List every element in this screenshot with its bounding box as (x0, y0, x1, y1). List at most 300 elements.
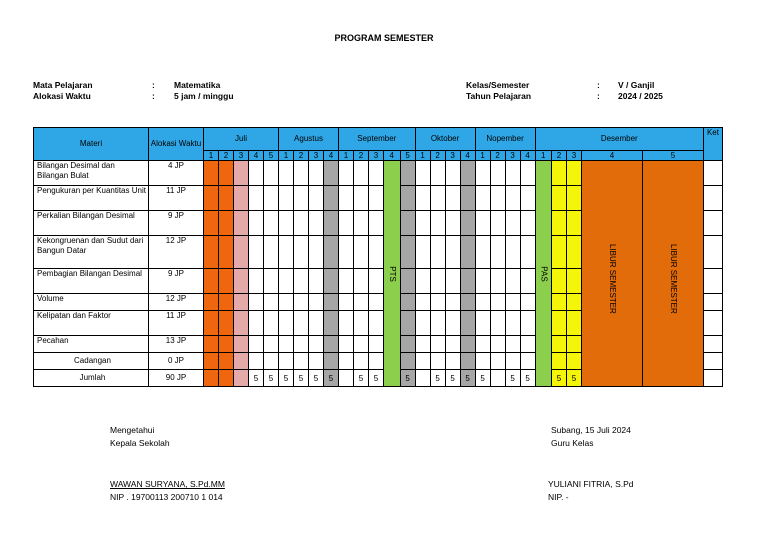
week-cell (264, 294, 279, 311)
materi-cell: Kekongruenan dan Sudut dari Bangun Datar (34, 236, 149, 269)
week-cell (400, 353, 415, 370)
week-cell (204, 336, 219, 353)
tahun-value: 2024 / 2025 (618, 91, 663, 101)
week-cell (369, 236, 384, 269)
colon: : (597, 91, 600, 101)
week-number: 2 (430, 151, 445, 161)
mengetahui-text: Mengetahui (110, 425, 155, 435)
header-row-months (34, 128, 723, 151)
week-cell (219, 211, 234, 236)
week-cell (204, 236, 219, 269)
week-cell (264, 211, 279, 236)
alokasi-cell: 12 JP (149, 294, 204, 311)
jumlah-week-cell: 5 (264, 370, 279, 387)
week-cell (460, 269, 475, 294)
week-cell (475, 161, 490, 186)
week-cell (279, 211, 294, 236)
week-cell (339, 311, 354, 336)
libur-semester-label: LIBUR SEMESTER (668, 243, 678, 314)
week-cell (279, 353, 294, 370)
week-cell (475, 311, 490, 336)
kepala-sekolah-name: WAWAN SURYANA, S.Pd.MM (110, 479, 225, 489)
page-title: PROGRAM SEMESTER (334, 33, 434, 43)
week-cell (324, 336, 339, 353)
week-cell (475, 211, 490, 236)
week-cell (430, 269, 445, 294)
ket-cell (703, 311, 722, 336)
week-cell (551, 161, 566, 186)
week-cell (219, 311, 234, 336)
semester-table (33, 127, 723, 387)
week-cell (354, 211, 369, 236)
materi-cell: Pecahan (34, 336, 149, 353)
week-cell (324, 186, 339, 211)
week-cell (551, 211, 566, 236)
jumlah-week-cell: 5 (460, 370, 475, 387)
week-cell (264, 311, 279, 336)
week-cell (430, 353, 445, 370)
week-cell (369, 353, 384, 370)
week-cell (324, 236, 339, 269)
kepala-sekolah-text: Kepala Sekolah (110, 438, 170, 448)
week-number: 1 (535, 151, 551, 161)
pas-label: PAS (539, 265, 549, 282)
week-cell (264, 186, 279, 211)
week-cell (324, 311, 339, 336)
header-month: Desember (535, 128, 703, 151)
guru-kelas-nip: NIP. - (548, 492, 569, 502)
week-number: 1 (279, 151, 294, 161)
week-cell (430, 211, 445, 236)
tanggal-text: Subang, 15 Juli 2024 (551, 425, 631, 435)
week-cell (264, 161, 279, 186)
ket-cell (703, 294, 722, 311)
merged-period-cell (581, 161, 642, 387)
week-cell (249, 336, 264, 353)
week-number: 3 (505, 151, 520, 161)
week-number: 1 (415, 151, 430, 161)
week-cell (415, 353, 430, 370)
pts-label: PTS (387, 265, 397, 282)
week-cell (415, 336, 430, 353)
week-cell (324, 294, 339, 311)
week-cell (505, 311, 520, 336)
week-cell (219, 186, 234, 211)
week-cell (460, 161, 475, 186)
jumlah-week-cell: 5 (279, 370, 294, 387)
week-number: 4 (384, 151, 401, 161)
week-cell (520, 161, 535, 186)
jumlah-week-cell: 5 (445, 370, 460, 387)
week-cell (354, 311, 369, 336)
week-cell (249, 161, 264, 186)
alokasi-cell: 4 JP (149, 161, 204, 186)
week-cell (204, 294, 219, 311)
week-cell (460, 353, 475, 370)
materi-cell: Kelipatan dan Faktor (34, 311, 149, 336)
week-cell (204, 311, 219, 336)
week-cell (234, 294, 249, 311)
week-cell (505, 161, 520, 186)
week-cell (309, 294, 324, 311)
week-cell (264, 336, 279, 353)
tahun-label: Tahun Pelajaran (466, 91, 532, 101)
week-cell (324, 353, 339, 370)
week-cell (415, 236, 430, 269)
week-cell (309, 186, 324, 211)
week-cell (445, 294, 460, 311)
week-cell (490, 336, 505, 353)
week-cell (339, 236, 354, 269)
jumlah-week-cell (219, 370, 234, 387)
week-cell (234, 211, 249, 236)
info-right-colons (597, 80, 600, 102)
week-cell (324, 161, 339, 186)
week-cell (415, 161, 430, 186)
week-cell (415, 269, 430, 294)
jumlah-week-cell: 5 (520, 370, 535, 387)
jumlah-alokasi: 90 JP (149, 370, 204, 387)
week-number: 1 (339, 151, 354, 161)
week-cell (400, 211, 415, 236)
ket-cell (703, 353, 722, 370)
week-cell (339, 336, 354, 353)
week-cell (204, 211, 219, 236)
info-right-values (618, 80, 663, 102)
jumlah-week-cell (339, 370, 354, 387)
week-cell (279, 294, 294, 311)
week-cell (234, 336, 249, 353)
week-cell (505, 269, 520, 294)
week-cell (430, 336, 445, 353)
week-cell (475, 353, 490, 370)
week-cell (415, 294, 430, 311)
week-cell (505, 236, 520, 269)
week-cell (415, 186, 430, 211)
week-cell (279, 161, 294, 186)
week-cell (505, 186, 520, 211)
week-cell (475, 236, 490, 269)
week-cell (490, 161, 505, 186)
week-cell (294, 353, 309, 370)
week-cell (249, 236, 264, 269)
week-cell (551, 336, 566, 353)
info-left-colons (152, 80, 155, 102)
alokasi-cell: 0 JP (149, 353, 204, 370)
week-number: 4 (324, 151, 339, 161)
week-cell (430, 186, 445, 211)
week-cell (551, 186, 566, 211)
alokasi-value: 5 jam / minggu (174, 91, 234, 101)
header-month: Nopember (475, 128, 535, 151)
week-cell (369, 211, 384, 236)
week-number: 2 (551, 151, 566, 161)
week-cell (430, 294, 445, 311)
week-cell (309, 269, 324, 294)
week-cell (219, 336, 234, 353)
week-cell (551, 236, 566, 269)
week-cell (309, 236, 324, 269)
week-cell (520, 269, 535, 294)
alokasi-cell: 11 JP (149, 186, 204, 211)
week-cell (430, 236, 445, 269)
week-number: 3 (566, 151, 581, 161)
kepala-sekolah-nip: NIP . 19700113 200710 1 014 (110, 492, 223, 502)
week-number: 4 (249, 151, 264, 161)
week-cell (279, 336, 294, 353)
merged-period-cell (642, 161, 703, 387)
week-cell (369, 311, 384, 336)
jumlah-week-cell (234, 370, 249, 387)
week-cell (475, 336, 490, 353)
week-cell (520, 311, 535, 336)
week-cell (294, 269, 309, 294)
week-cell (445, 211, 460, 236)
week-cell (219, 161, 234, 186)
header-month: Juli (204, 128, 279, 151)
week-cell (249, 269, 264, 294)
week-cell (415, 211, 430, 236)
week-number: 5 (642, 151, 703, 161)
week-cell (264, 236, 279, 269)
week-cell (445, 236, 460, 269)
week-cell (490, 353, 505, 370)
week-cell (490, 269, 505, 294)
week-cell (249, 353, 264, 370)
merged-period-cell (535, 161, 551, 387)
week-cell (219, 353, 234, 370)
week-cell (249, 186, 264, 211)
week-cell (339, 353, 354, 370)
week-cell (204, 161, 219, 186)
week-cell (354, 269, 369, 294)
week-cell (460, 294, 475, 311)
week-cell (309, 353, 324, 370)
week-cell (309, 336, 324, 353)
week-cell (369, 269, 384, 294)
week-cell (339, 186, 354, 211)
week-cell (551, 353, 566, 370)
week-number: 3 (309, 151, 324, 161)
kelas-value: V / Ganjil (618, 80, 655, 90)
week-cell (460, 211, 475, 236)
week-cell (475, 294, 490, 311)
week-cell (279, 311, 294, 336)
colon: : (152, 91, 155, 101)
week-cell (400, 236, 415, 269)
jumlah-week-cell: 5 (249, 370, 264, 387)
info-left-labels (33, 80, 93, 102)
week-cell (204, 186, 219, 211)
week-cell (324, 211, 339, 236)
week-cell (520, 186, 535, 211)
table-row (34, 161, 723, 186)
alokasi-cell: 12 JP (149, 236, 204, 269)
week-cell (551, 311, 566, 336)
week-cell (249, 211, 264, 236)
week-number: 2 (219, 151, 234, 161)
week-cell (460, 336, 475, 353)
week-cell (400, 294, 415, 311)
week-cell (445, 336, 460, 353)
week-cell (294, 211, 309, 236)
ket-cell (703, 236, 722, 269)
signature-right-name (548, 478, 634, 504)
week-cell (294, 311, 309, 336)
week-cell (445, 161, 460, 186)
week-cell (400, 186, 415, 211)
ket-cell (703, 211, 722, 236)
week-cell (294, 236, 309, 269)
ket-cell (703, 336, 722, 353)
week-cell (204, 353, 219, 370)
alokasi-label: Alokasi Waktu (33, 91, 91, 101)
week-cell (204, 269, 219, 294)
week-cell (354, 336, 369, 353)
materi-cell: Bilangan Desimal dan Bilangan Bulat (34, 161, 149, 186)
week-cell (354, 186, 369, 211)
week-number: 1 (204, 151, 219, 161)
week-cell (309, 161, 324, 186)
week-cell (460, 236, 475, 269)
week-cell (490, 294, 505, 311)
header-materi: Materi (34, 128, 149, 161)
week-number: 5 (400, 151, 415, 161)
week-cell (460, 186, 475, 211)
week-cell (234, 353, 249, 370)
week-cell (566, 236, 581, 269)
merged-period-cell (384, 161, 401, 387)
jumlah-week-cell: 5 (369, 370, 384, 387)
materi-cell: Pembagian Bilangan Desimal (34, 269, 149, 294)
alokasi-cell: 13 JP (149, 336, 204, 353)
info-right-labels (466, 80, 531, 102)
mapel-value: Matematika (174, 80, 221, 90)
week-cell (505, 336, 520, 353)
week-cell (520, 353, 535, 370)
ket-cell (703, 370, 722, 387)
week-cell (400, 336, 415, 353)
week-cell (445, 186, 460, 211)
week-cell (520, 336, 535, 353)
week-cell (249, 294, 264, 311)
week-cell (234, 161, 249, 186)
week-cell (264, 353, 279, 370)
week-cell (490, 311, 505, 336)
header-ket: Ket (703, 128, 722, 161)
week-cell (294, 161, 309, 186)
jumlah-week-cell: 5 (400, 370, 415, 387)
week-cell (415, 311, 430, 336)
week-cell (339, 269, 354, 294)
jumlah-week-cell: 5 (309, 370, 324, 387)
week-cell (566, 186, 581, 211)
week-cell (369, 294, 384, 311)
week-cell (520, 211, 535, 236)
colon: : (152, 80, 155, 90)
week-cell (566, 161, 581, 186)
header-month: September (339, 128, 416, 151)
signature-right (551, 424, 631, 450)
signature-left (110, 424, 170, 450)
week-cell (430, 311, 445, 336)
week-cell (400, 269, 415, 294)
guru-kelas-name: YULIANI FITRIA, S.Pd (548, 479, 634, 489)
jumlah-week-cell: 5 (475, 370, 490, 387)
week-cell (309, 211, 324, 236)
week-cell (354, 236, 369, 269)
week-number: 3 (445, 151, 460, 161)
week-cell (445, 311, 460, 336)
week-number: 1 (475, 151, 490, 161)
jumlah-week-cell: 5 (354, 370, 369, 387)
week-cell (279, 269, 294, 294)
week-number: 2 (294, 151, 309, 161)
week-cell (400, 161, 415, 186)
jumlah-week-cell: 5 (324, 370, 339, 387)
jumlah-week-cell: 5 (294, 370, 309, 387)
week-number: 4 (520, 151, 535, 161)
week-cell (566, 211, 581, 236)
week-cell (279, 236, 294, 269)
week-cell (219, 236, 234, 269)
week-cell (445, 353, 460, 370)
mapel-label: Mata Pelajaran (33, 80, 93, 90)
week-cell (475, 269, 490, 294)
week-cell (369, 336, 384, 353)
ket-cell (703, 161, 722, 186)
ket-cell (703, 186, 722, 211)
week-cell (264, 269, 279, 294)
week-cell (460, 311, 475, 336)
materi-cell: Cadangan (34, 353, 149, 370)
week-number: 4 (460, 151, 475, 161)
week-cell (339, 294, 354, 311)
alokasi-cell: 9 JP (149, 269, 204, 294)
header-month: Oktober (415, 128, 475, 151)
week-number: 3 (234, 151, 249, 161)
week-cell (551, 294, 566, 311)
materi-cell: Perkalian Bilangan Desimal (34, 211, 149, 236)
alokasi-cell: 9 JP (149, 211, 204, 236)
week-cell (566, 294, 581, 311)
week-cell (339, 211, 354, 236)
week-cell (354, 161, 369, 186)
week-cell (294, 336, 309, 353)
materi-cell: Pengukuran per Kuantitas Unit (34, 186, 149, 211)
ket-cell (703, 269, 722, 294)
week-cell (490, 236, 505, 269)
week-cell (234, 186, 249, 211)
jumlah-week-cell (204, 370, 219, 387)
week-cell (354, 294, 369, 311)
week-cell (309, 311, 324, 336)
week-cell (505, 211, 520, 236)
materi-cell: Volume (34, 294, 149, 311)
week-cell (369, 161, 384, 186)
info-left-values (174, 80, 234, 102)
week-cell (234, 269, 249, 294)
week-cell (566, 269, 581, 294)
kelas-label: Kelas/Semester (466, 80, 530, 90)
header-month: Agustus (279, 128, 339, 151)
week-cell (354, 353, 369, 370)
week-cell (520, 294, 535, 311)
week-cell (324, 269, 339, 294)
jumlah-week-cell: 5 (505, 370, 520, 387)
week-cell (400, 311, 415, 336)
week-cell (490, 186, 505, 211)
